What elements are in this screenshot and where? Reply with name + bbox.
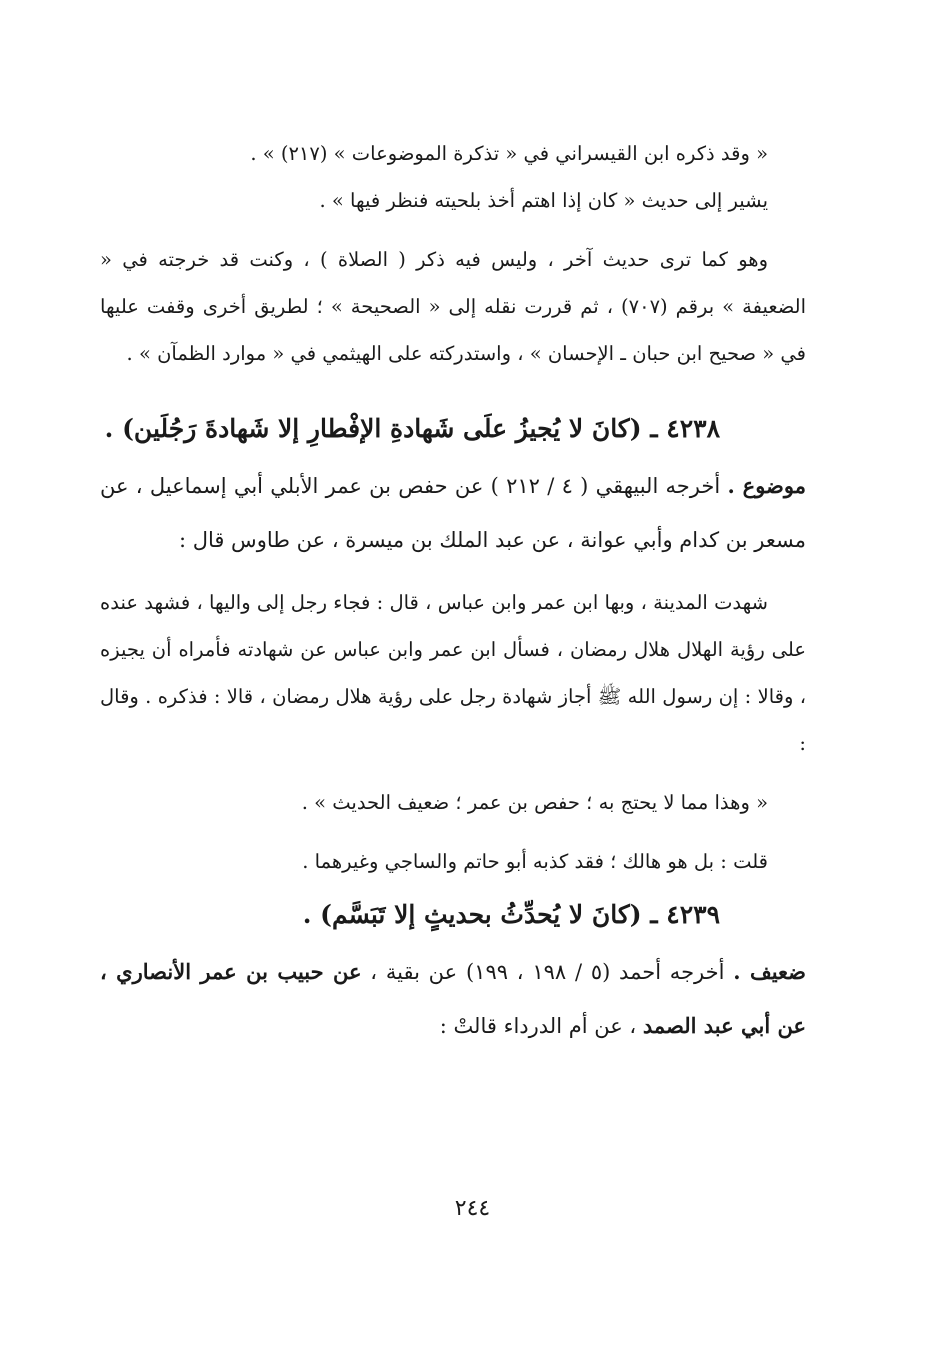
spacer (100, 224, 806, 236)
hadith-4238-heading: ٤٢٣٨ ـ (كانَ لا يُجيزُ علَى شَهادةِ الإفْطارِ إلا شَهادةَ رَجُلَين) . (104, 414, 720, 443)
spacer (100, 567, 806, 579)
hadith-4238-narration: شهدت المدينة ، وبها ابن عمر وابن عباس ، قال : فجاء رجل إلى واليها ، فشهد عنده على رؤية الهلال هلال رمضان ، فسأل ابن عمر وابن عباس عن شهادته فأمراه أن يجيزه ، وقالا : إن رسول الله ﷺ أجاز شهادة رجل على رؤية هلال رمضان ، قالا : فذكره . وقال : (100, 591, 806, 755)
quote-paragraph: « وقد ذكره ابن القيسراني في « تذكرة الموضوعات » (٢١٧) » . (250, 142, 768, 165)
reference-paragraph: يشير إلى حديث « كان إذا اهتم أخذ بلحيته فنظر فيها » . (319, 189, 768, 212)
hadith-4238-source: أخرجه البيهقي ( ٤ / ٢١٢ ) عن حفص بن عمر الأبلي أبي إسماعيل ، عن مسعر بن كدام وأبي عوانة ، عن عبد الملك بن ميسرة ، عن طاوس قال : (100, 474, 806, 552)
spacer (100, 377, 806, 399)
spacer (100, 826, 806, 838)
hadith-4239-chain: عن حبيب بن عمر الأنصاري ، عن أبي عبد الصمد (100, 959, 806, 1038)
page-number: ٢٤٤ (454, 1196, 491, 1221)
hadith-4238-grade: موضوع . (727, 473, 806, 498)
hadith-4238-takhrij (100, 459, 806, 567)
page-text (100, 130, 806, 1053)
spacer (100, 767, 806, 779)
hadith-4239-heading: ٤٢٣٩ ـ (كانَ لا يُحدِّثُ بحديثٍ إلا تَبَسَّم) . (302, 900, 720, 929)
hadith-4239-takhrij (100, 945, 806, 1053)
hadith-4239-grade: ضعيف . (733, 959, 806, 984)
commentary-paragraph: وهو كما ترى حديث آخر ، وليس فيه ذكر ( الصلاة ) ، وكنت قد خرجته في « الضعيفة » برقم (٧٠٧) ، ثم قررت نقله إلى « الصحيحة » ؛ لطريق أخرى وقفت عليها في « صحيح ابن حبان ـ الإحسان » ، واستدركته على الهيثمي في « موارد الظمآن » . (100, 248, 807, 365)
hadith-4239-source-end: ، عن أم الدرداء قالتْ : (439, 1014, 643, 1038)
hadith-4238-comment: قلت : بل هو هالك ؛ فقد كذبه أبو حاتم والساجي وغيرهما . (302, 850, 768, 873)
hadith-4238-quote: « وهذا مما لا يحتج به ؛ حفص بن عمر ؛ ضعيف الحديث » . (301, 791, 768, 814)
hadith-4239-source-start: أخرجه أحمد (٥ / ١٩٨ ، ١٩٩) عن بقية ، (361, 960, 725, 984)
